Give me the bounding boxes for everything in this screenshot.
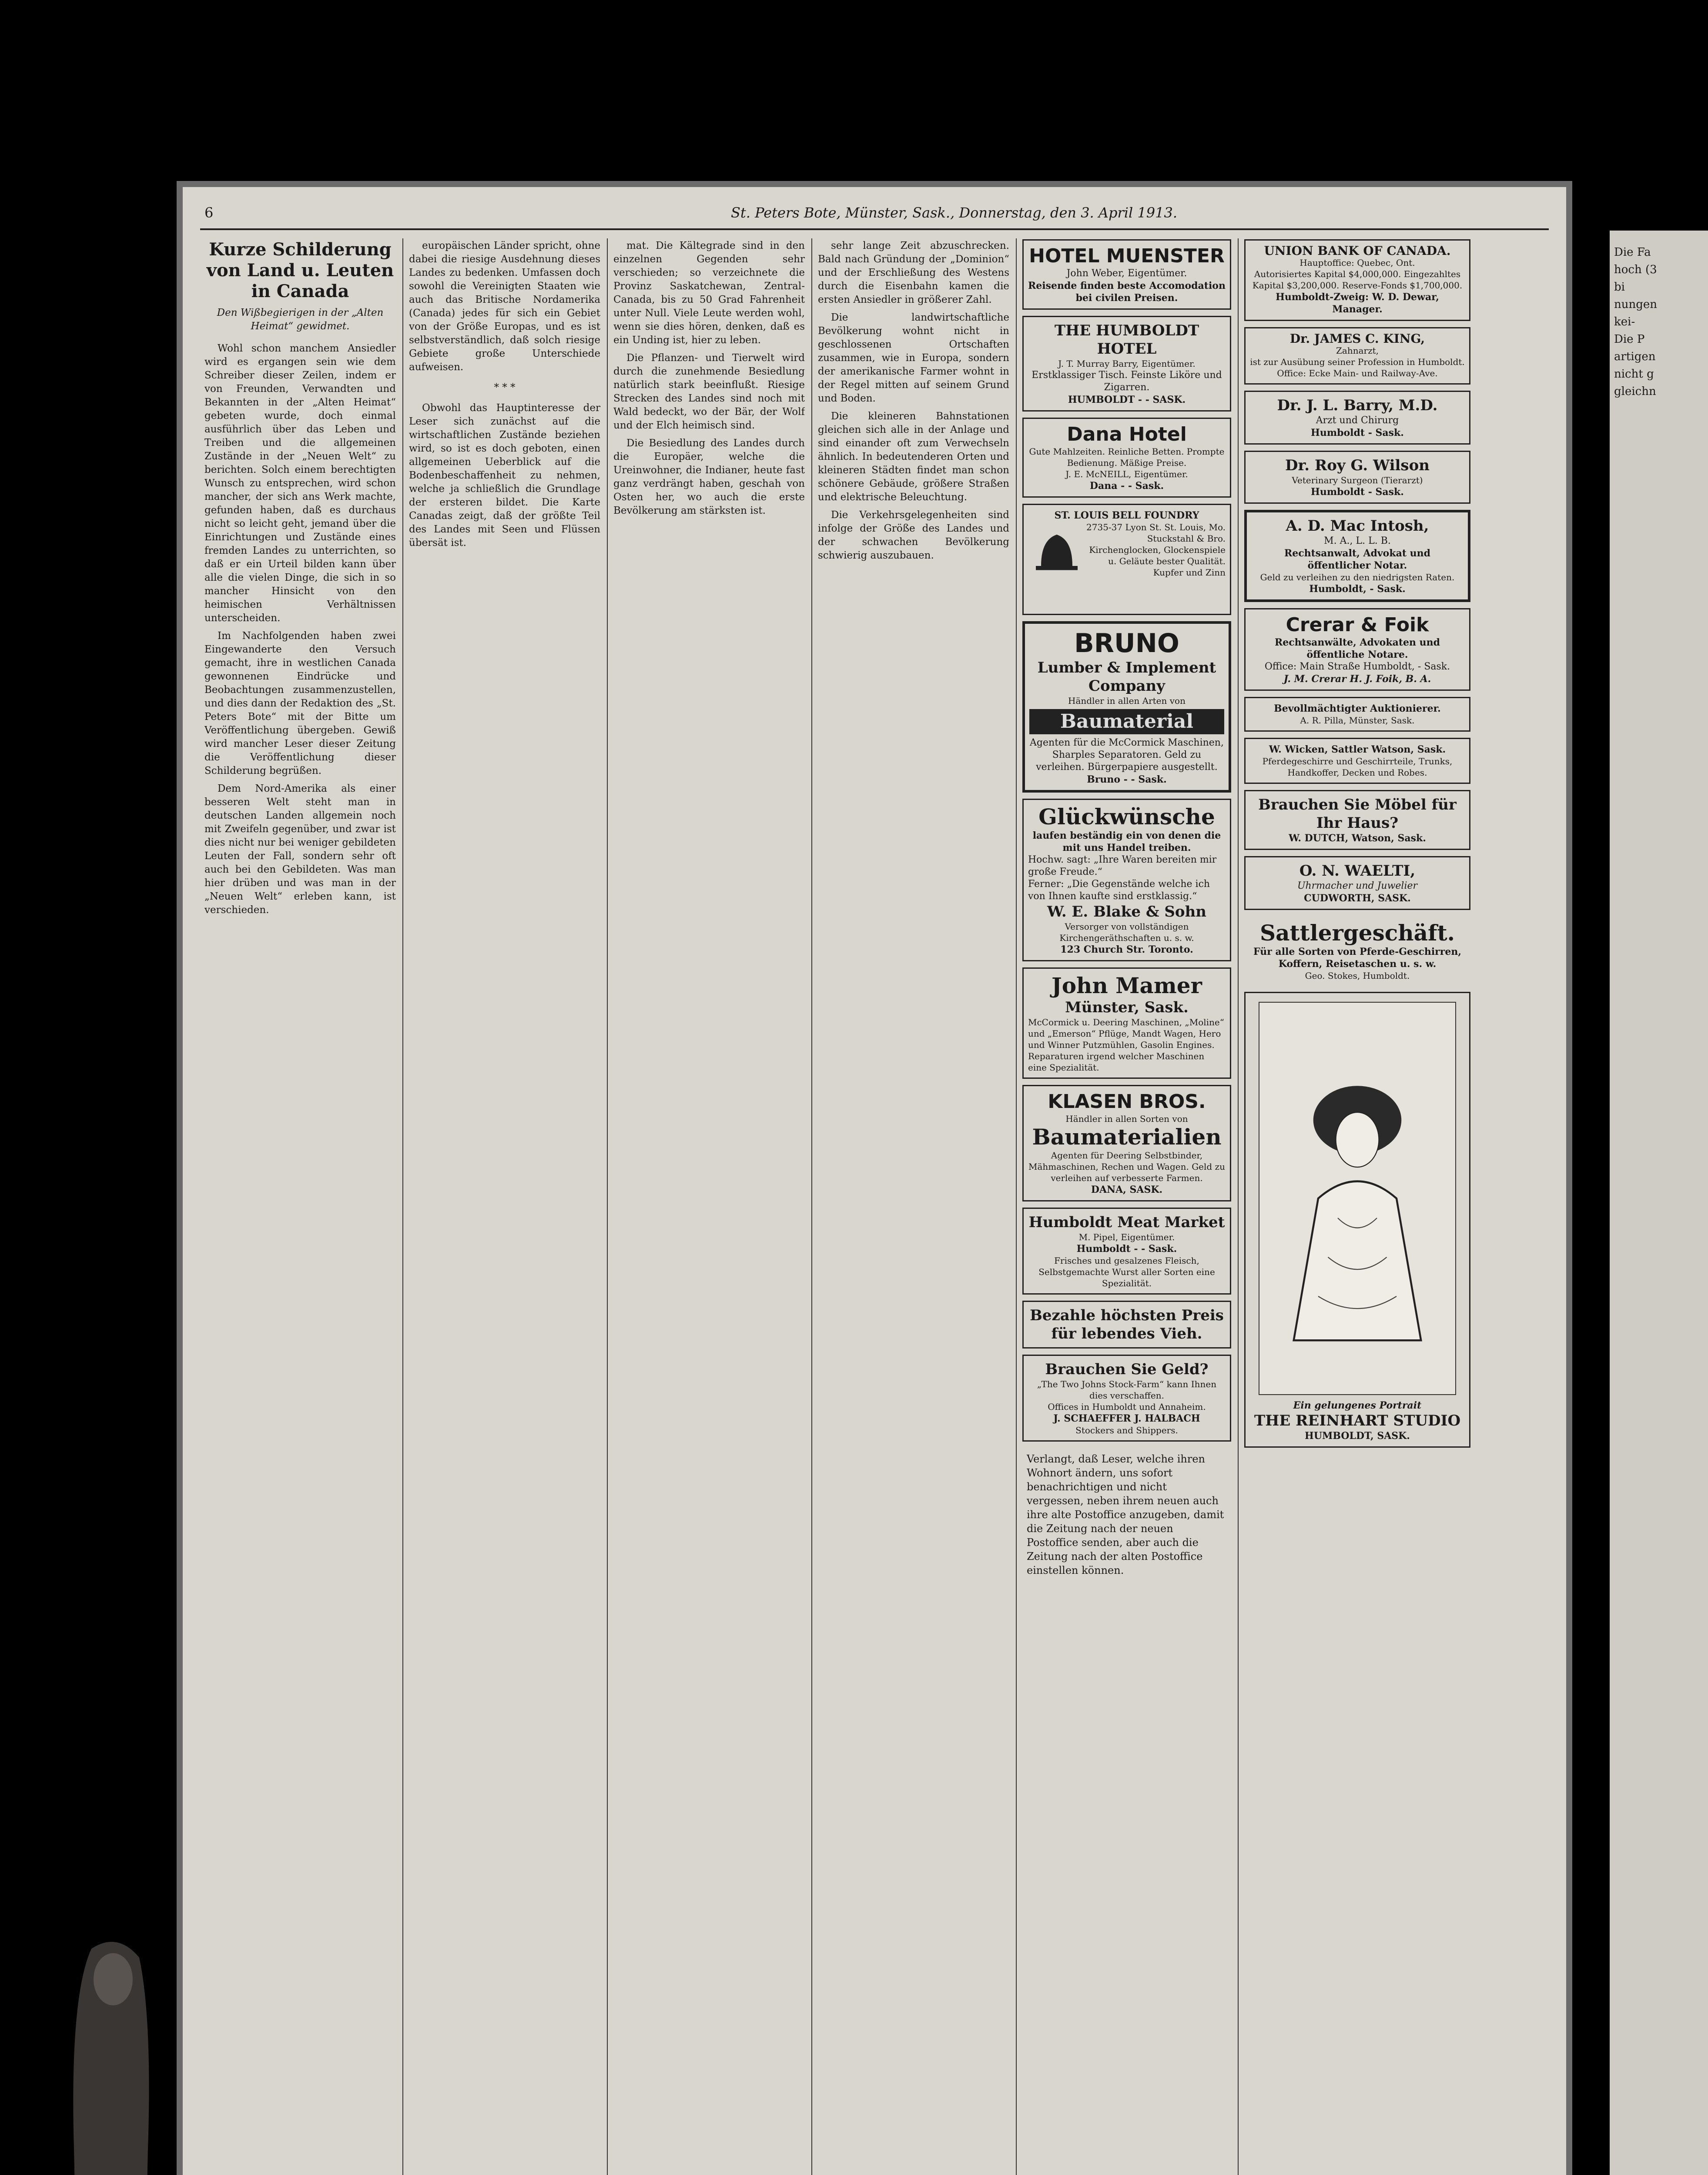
column-divider [811, 238, 812, 2175]
article-paragraph: Die landwirtschaftliche Bevölkerung wohnt nicht in geschlossenen Ortschaften zusammen, wie in Europa, sondern der amerikanische Farmer wohnt in der Regel mitten auf seinem Grund und Boden. [818, 312, 1009, 404]
ad-text: Erstklassiger Tisch. Feinste Liköre und Zigarren. [1031, 370, 1222, 393]
ad-quote: Ferner: „Die Gegenstände welche ich von Ihnen kaufte sind erstklassig.“ [1028, 879, 1210, 902]
article-dedication: Den Wißbegierigen in der „Alten Heimat“ gewidmet. [217, 307, 384, 332]
article-paragraph: Wohl schon manchem Ansiedler wird es ergangen sein wie dem Schreiber dieser Zeilen, indem er von Freunden, Verwandten und Bekannten in der „Alten Heimat“ gebeten wurde, doch einmal ausführlich über das Leben und Treiben und die allgemeinen Zustände in der „Neuen Welt“ zu berichten. Solch einem berechtigten Wunsch zu entsprechen, wird schon mancher, der sich ans Werk machte, gefunden haben, daß es durchaus nicht so leicht geht, jemand über die Einrichtungen und Zustände eines fremden Landes zu unterrichten, so daß er ein Urteil bilden kann über alle die vielen Dinge, die sich in so mancher Hinsicht von den heimischen Verhältnissen unterscheiden. [204, 343, 396, 624]
ad-place: HUMBOLDT, SASK. [1305, 1430, 1410, 1442]
column-divider [402, 238, 403, 2175]
ad-place: Humboldt - - Sask. [1076, 1243, 1177, 1255]
adjacent-line: gleichn [1614, 385, 1656, 398]
article-paragraph: europäischen Länder spricht, ohne dabei die riesige Ausdehnung dieses Landes zu bedenken. Umfassen doch sowohl die Vereinigten Staaten wie auch das Britische Nordamerika (Canada) jedes für sich ein Gebiet von der Größe Europas, und es ist selbstverständlich, daß solch riesige Gebiete große Unterschiede aufweisen. [409, 240, 600, 373]
ad-text: ist zur Ausübung seiner Profession in Humboldt. Office: Ecke Main- und Railway-Ave. [1250, 357, 1465, 378]
section-break: * * * [494, 382, 516, 393]
ad-title: Dr. J. L. Barry, M.D. [1277, 397, 1438, 414]
column-divider [1016, 238, 1017, 2175]
adjacent-line: nungen [1614, 298, 1658, 311]
ad-place: Dana - - Sask. [1089, 480, 1164, 492]
ad-title: Glückwünsche [1038, 804, 1215, 830]
ad-title: A. D. Mac Intosh, [1286, 517, 1429, 535]
ad-text: A. R. Pilla, Münster, Sask. [1300, 715, 1415, 726]
ad-glueckwuensche [1022, 799, 1231, 961]
ad-product: Baumaterial [1029, 709, 1224, 734]
column-divider [607, 238, 608, 2175]
ad-text: Reisende finden beste Accomodation bei civilen Preisen. [1028, 280, 1226, 304]
ad-role: Stockers and Shippers. [1075, 1425, 1178, 1436]
ad-role: Uhrmacher und Juwelier [1297, 880, 1418, 891]
ad-title: Sattlergeschäft. [1260, 920, 1455, 946]
ad-dr-wilson [1244, 451, 1470, 504]
ad-brauchen-geld [1022, 1355, 1231, 1442]
ad-title: John Mamer [1052, 973, 1202, 998]
dateline: St. Peters Bote, Münster, Sask., Donnerstag, den 3. April 1913. [731, 204, 1178, 221]
ad-quote: Hochw. sagt: „Ihre Waren bereiten mir große Freude.“ [1028, 854, 1217, 877]
ad-role: Arzt und Chirurg [1316, 415, 1399, 426]
ad-text: Frisches und gesalzenes Fleisch, Selbstgemachte Wurst aller Sorten eine Spezialität. [1038, 1255, 1215, 1288]
ad-names: J. SCHAEFFER J. HALBACH [1053, 1413, 1200, 1424]
ad-title: Brauchen Sie Möbel für Ihr Haus? [1258, 796, 1457, 832]
ad-text: „The Two Johns Stock-Farm“ kann Ihnen dies verschaffen. [1037, 1379, 1217, 1401]
header-rule [200, 228, 1549, 230]
ad-title: Brauchen Sie Geld? [1045, 1361, 1209, 1378]
ad-title: Bezahle höchsten Preis für lebendes Vieh. [1030, 1307, 1224, 1342]
ad-text: Hauptoffice: Quebec, Ont. [1299, 258, 1415, 268]
ad-text: Agenten für die McCormick Maschinen, Sharples Separatoren. Geld zu verleihen. Bürgerpapiere ausgestellt. [1030, 737, 1224, 773]
hand-thumb-icon [65, 1931, 157, 2175]
ad-caption: Ein gelungenes Portrait [1293, 1400, 1422, 1411]
ad-title: W. Wicken, Sattler Watson, Sask. [1269, 744, 1446, 755]
newspaper-page [183, 187, 1566, 2175]
adjacent-line: Die P [1614, 333, 1645, 346]
article-paragraph: Die kleineren Bahnstationen gleichen sich alle in der Anlage und sind einander oft zum Verwechseln ähnlich. In bedeutenderen Orten und kleineren Städten findet man schon schönere Gebäude, größere Straßen und elektrische Beleuchtung. [818, 411, 1009, 503]
article-column-2 [409, 239, 600, 2175]
ad-owner: John Weber, Eigentümer. [1066, 268, 1187, 279]
ad-place: Münster, Sask. [1065, 999, 1189, 1016]
adjacent-line: nicht g [1614, 368, 1654, 381]
ad-text: Humboldt-Zweig: W. D. Dewar, Manager. [1276, 291, 1439, 315]
ad-john-mamer [1022, 967, 1231, 1079]
ad-dr-barry [1244, 391, 1470, 445]
ad-title: KLASEN BROS. [1048, 1091, 1206, 1113]
ad-moebel [1244, 790, 1470, 850]
ad-role: Rechtsanwälte, Advokaten und öffentliche Notare. [1274, 637, 1440, 660]
article-column-1 [204, 239, 396, 2175]
ad-place: Humboldt, - Sask. [1309, 583, 1406, 595]
ad-title: Dr. JAMES C. KING, [1289, 331, 1425, 346]
adjacent-text [1610, 231, 1708, 413]
ad-title: Bevollmächtigter Auktionierer. [1274, 703, 1441, 714]
ad-company: W. E. Blake & Sohn [1047, 903, 1207, 920]
ad-title: HOTEL MUENSTER [1029, 245, 1225, 267]
article-column-3 [613, 239, 805, 2175]
ad-owner: M. Pipel, Eigentümer. [1078, 1232, 1175, 1242]
ad-reinhart-studio [1244, 992, 1470, 1448]
ad-auktionierer [1244, 697, 1470, 732]
ad-place: Bruno - - Sask. [1087, 774, 1167, 785]
ad-place: CUDWORTH, SASK. [1304, 893, 1411, 904]
ad-dr-king [1244, 327, 1470, 385]
ad-place: DANA, SASK. [1091, 1184, 1163, 1195]
ad-place: HUMBOLDT - - SASK. [1068, 394, 1186, 405]
article-paragraph: mat. Die Kältegrade sind in den einzelnen Gegenden sehr verschieden; so verzeichnete die Provinz Saskatchewan, Zentral-Canada, bis zu 50 Grad Fahrenheit unter Null. Viele Leute werden wohl, wenn sie dies hören, denken, daß es ein Unding ist, hier zu leben. [613, 240, 805, 346]
ad-title: ST. LOUIS BELL FOUNDRY [1054, 510, 1199, 521]
ad-macintosh [1244, 510, 1470, 602]
adjacent-line: bi [1614, 281, 1625, 294]
ad-sattlergeschaeft [1244, 916, 1470, 986]
ad-owner: J. E. McNEILL, Eigentümer. [1065, 469, 1188, 479]
page-header [200, 204, 1549, 226]
ad-wicken [1244, 738, 1470, 784]
article-paragraph: Im Nachfolgenden haben zwei Eingewanderte den Versuch gemacht, ihre in westlichen Canada gewonnenen Eindrücke und Beobachtungen zusammenzustellen, und dies dann der Redaktion des „St. Peters Bote“ mit der Bitte um Veröffentlichung übergeben. Gewiß wird mancher Leser dieser Zeitung die Veröffentlichung dieser Schilderung begrüßen. [204, 630, 396, 776]
ad-text: Pferdegeschirre und Geschirrteile, Trunks, Handkoffer, Decken und Robes. [1262, 756, 1453, 778]
ad-text: Geld zu verleihen zu den niedrigsten Raten. [1260, 572, 1455, 582]
ad-hotel-muenster [1022, 239, 1231, 310]
ad-place: Geo. Stokes, Humboldt. [1305, 970, 1410, 981]
ad-text: McCormick u. Deering Maschinen, „Moline“ und „Emerson“ Pflüge, Mandt Wagen, Hero und Winner Putzmühlen, Gasolin Engines. Reparaturen irgend welcher Maschinen eine Spezialität. [1028, 1017, 1224, 1073]
ad-role: Zahnarzt, [1336, 345, 1379, 356]
bell-icon [1031, 524, 1083, 576]
ad-verlangt [1022, 1448, 1231, 1582]
adjacent-line: kei- [1614, 315, 1635, 328]
article-paragraph: Die Besiedlung des Landes durch die Europäer, welche die Ureinwohner, die Indianer, heute fast ganz verdrängt haben, geschah von Osten her, wo auch die erste Bevölkerung am stärksten ist. [613, 438, 805, 516]
portrait-illustration [1259, 1002, 1456, 1395]
ad-subtitle: Versorger von vollständigen Kirchengeräthschaften u. s. w. [1059, 921, 1194, 943]
ad-text: Autorisiertes Kapital $4,000,000. Eingezahltes Kapital $3,200,000. Reserve-Fonds $1,700,000. [1252, 269, 1463, 291]
adjacent-line: artigen [1614, 350, 1656, 363]
woman-portrait-icon [1259, 1003, 1455, 1394]
ad-title: BRUNO [1074, 628, 1179, 659]
ad-address: 123 Church Str. Toronto. [1060, 944, 1193, 955]
ad-product: Baumaterialien [1032, 1124, 1222, 1150]
adjacent-line: hoch (3 [1614, 263, 1657, 276]
ad-text: Offices in Humboldt und Annaheim. [1048, 1402, 1206, 1412]
article-paragraph: Dem Nord-Amerika als einer besseren Welt steht man in deutschen Landen allgemein noch mit Zweifeln gegenüber, und zwar ist dies nicht nur bei weniger gebildeten Leuten der Fall, sondern sehr oft auch bei den Gebildeten. Was man hier drüben und was man in der „Neuen Welt“ erleben kann, ist verschieden. [204, 783, 396, 916]
ad-hoechster-preis [1022, 1301, 1231, 1348]
article-paragraph: Obwohl das Hauptinteresse der Leser sich zunächst auf die wirtschaftlichen Zustände beziehen wird, so ist es doch geboten, einen allgemeinen Ueberblick auf die Bodenbeschaffenheit zu nehmen, welche ja schließlich die Grundlage der ersteren bildet. Die Karte Canadas zeigt, daß der größte Teil des Landes mit Seen und Flüssen übersät ist. [409, 402, 600, 549]
ad-bell-foundry [1022, 504, 1231, 615]
ad-humboldt-hotel [1022, 316, 1231, 412]
ad-union-bank [1244, 239, 1470, 321]
article-paragraph: Die Verkehrsgelegenheiten sind infolge der Größe des Landes und der schwachen Bevölkerung schwierig auszubauen. [818, 509, 1009, 561]
ad-owner: J. T. Murray Barry, Eigentümer. [1058, 358, 1196, 369]
ad-klasen-bros [1022, 1085, 1231, 1201]
ad-place: Humboldt - Sask. [1311, 486, 1404, 498]
article-paragraph: Die Pflanzen- und Tierwelt wird durch die zunehmende Besiedlung natürlich stark beeinflußt. Riesige Strecken des Landes sind noch mit Wald bedeckt, wo der Bär, der Wolf und der Elch heimisch sind. [613, 352, 805, 431]
ad-text: W. DUTCH, Watson, Sask. [1289, 833, 1426, 844]
ad-text: Händler in allen Sorten von [1065, 1114, 1188, 1124]
ad-title: THE REINHART STUDIO [1254, 1412, 1461, 1429]
article-paragraph: sehr lange Zeit abzuschrecken. Bald nach Gründung der „Dominion“ und der Erschließung des Westens durch die Eisenbahn kamen die ersten Ansiedler in größerer Zahl. [818, 240, 1009, 305]
ad-title: O. N. WAELTI, [1299, 862, 1416, 880]
ad-degree: M. A., L. L. B. [1324, 535, 1391, 546]
page-number: 6 [204, 204, 214, 221]
ad-role: Rechtsanwalt, Advokat und öffentlicher Notar. [1284, 548, 1431, 571]
ad-meat-market [1022, 1208, 1231, 1295]
adjacent-page-edge [1610, 231, 1708, 2175]
ad-text: Office: Main Straße Humboldt, - Sask. [1264, 661, 1450, 672]
ad-subtitle: Lumber & Implement Company [1037, 659, 1216, 695]
ad-signature: J. M. Crerar H. J. Foik, B. A. [1283, 673, 1431, 685]
ad-text: Gute Mahlzeiten. Reinliche Betten. Prompte Bedienung. Mäßige Preise. [1029, 446, 1225, 468]
article-title: Kurze Schilderung von Land u. Leuten in Canada [206, 239, 394, 301]
ad-title: Dr. Roy G. Wilson [1285, 457, 1430, 474]
ad-text: laufen beständig ein von denen die mit uns Handel treiben. [1032, 830, 1221, 853]
ad-text: Agenten für Deering Selbstbinder, Mähmaschinen, Rechen und Wagen. Geld zu verleihen auf verbesserte Farmen. [1028, 1150, 1225, 1183]
article-column-4 [818, 239, 1009, 2175]
ad-text: Händler in allen Arten von [1068, 696, 1186, 706]
ad-dana-hotel [1022, 418, 1231, 498]
ad-crerar-foik [1244, 608, 1470, 691]
ads-column-b [1244, 239, 1470, 2175]
ad-place: Humboldt - Sask. [1311, 427, 1404, 438]
ad-role: Veterinary Surgeon (Tierarzt) [1292, 475, 1423, 485]
adjacent-line: Die Fa [1614, 246, 1651, 259]
column-divider [1238, 238, 1239, 2175]
ad-waelti [1244, 856, 1470, 910]
ad-title: THE HUMBOLDT HOTEL [1054, 322, 1199, 358]
ad-text: 2735-37 Lyon St. St. Louis, Mo. Stuckstahl & Bro. Kirchenglocken, Glockenspiele u. Geläute bester Qualität. Kupfer und Zinn [1086, 522, 1226, 578]
ad-title: Humboldt Meat Market [1028, 1214, 1225, 1231]
ad-text: Für alle Sorten von Pferde-Geschirren, Koffern, Reisetaschen u. s. w. [1253, 946, 1462, 970]
ad-text: Verlangt, daß Leser, welche ihren Wohnort ändern, uns sofort benachrichtigen und nicht vergessen, neben ihrem neuen auch ihre alte Postoffice anzugeben, damit die Zeitung nach der neuen Postoffice senden, aber auch die Zeitung nach der alten Postoffice einstellen können. [1027, 1453, 1224, 1576]
ad-title: Crerar & Foik [1286, 614, 1429, 636]
ads-column-a [1022, 239, 1231, 2175]
ad-bruno [1022, 621, 1231, 793]
ad-title: UNION BANK OF CANADA. [1264, 244, 1451, 258]
ad-title: Dana Hotel [1067, 423, 1187, 445]
